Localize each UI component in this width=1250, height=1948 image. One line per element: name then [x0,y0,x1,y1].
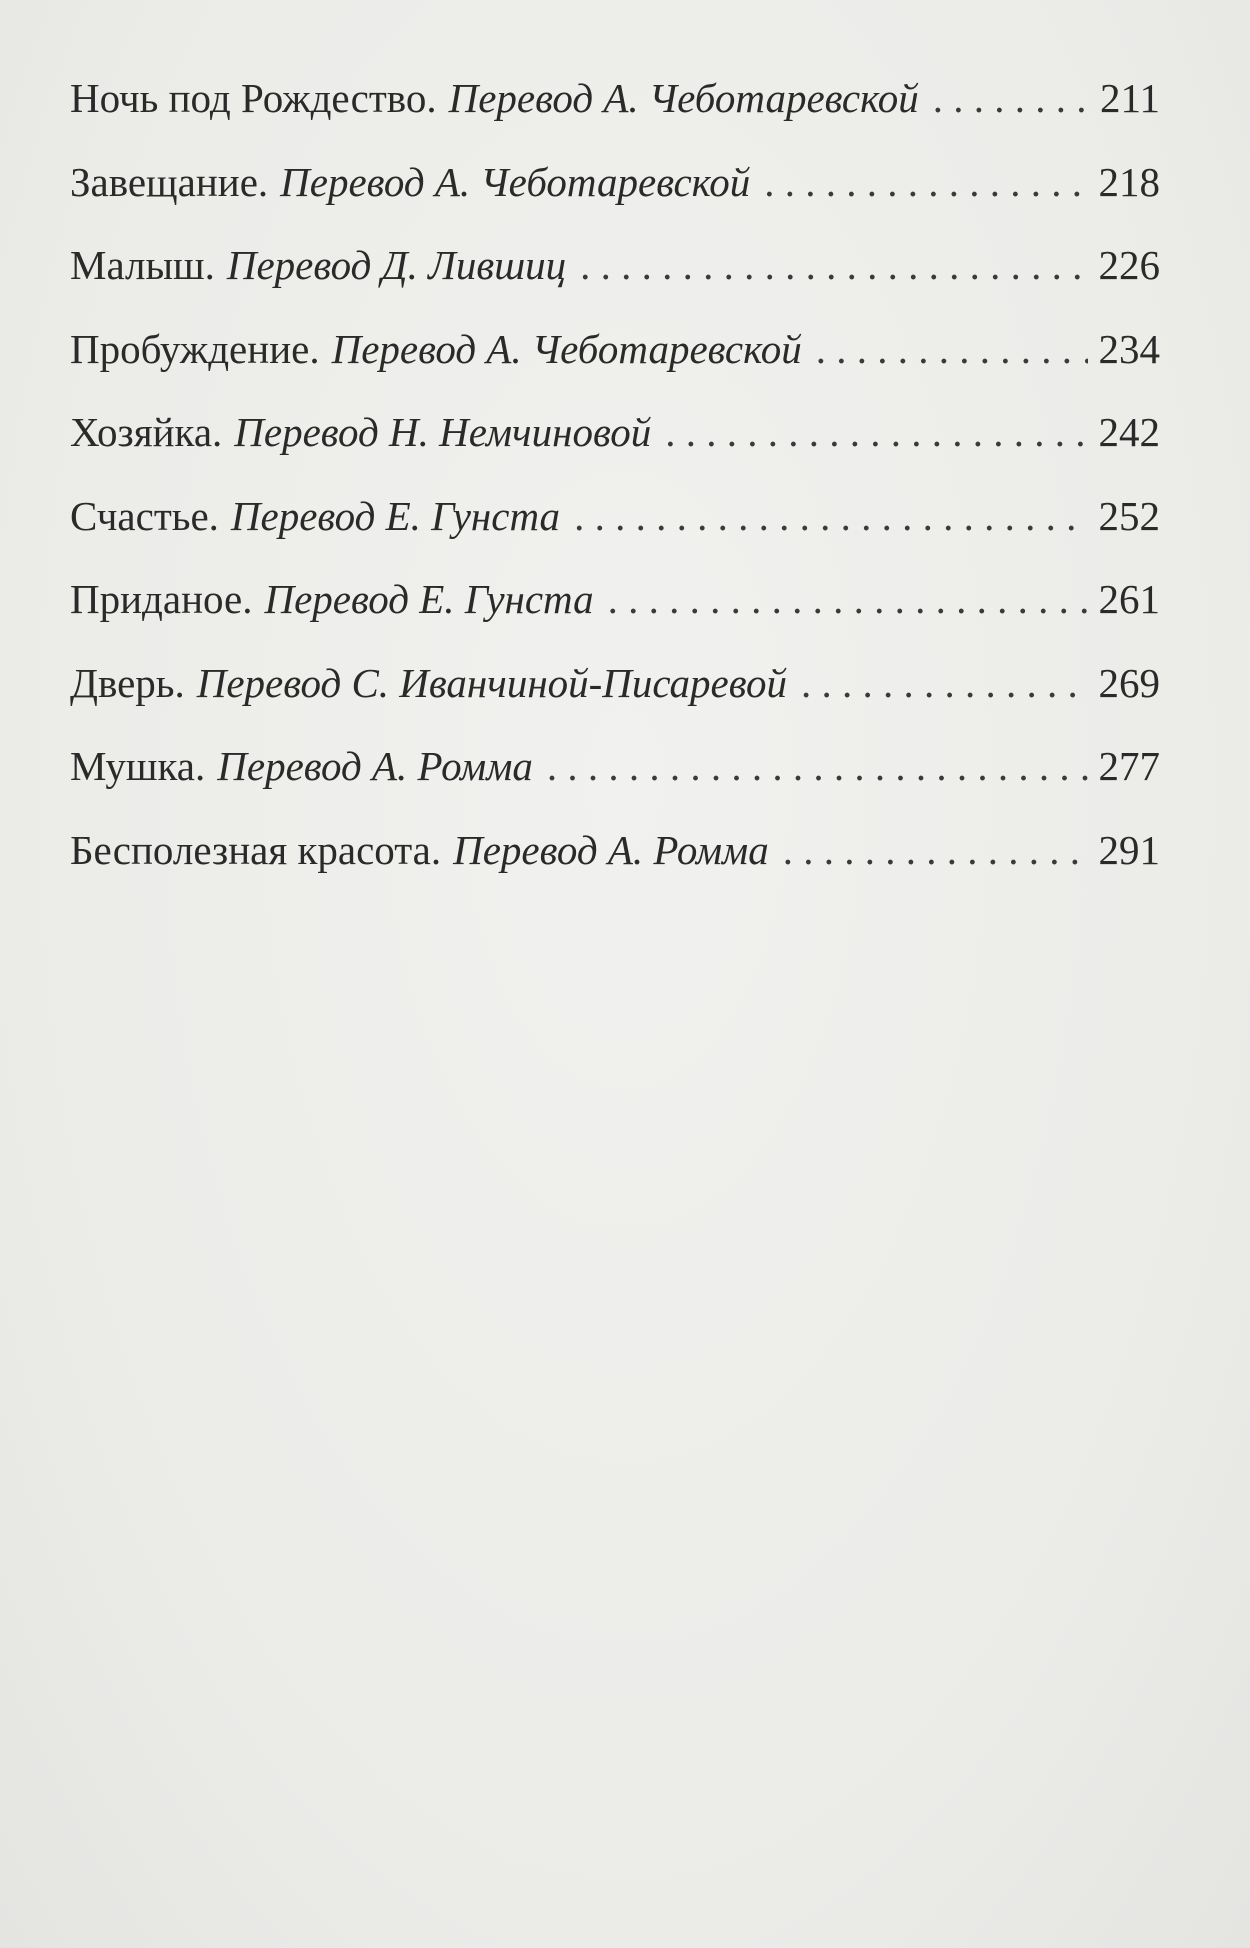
dot-leader [580,245,1088,286]
entry-page-number: 269 [1098,659,1160,706]
dot-leader [665,412,1088,453]
toc-entry [70,576,1160,663]
toc-entry [70,492,1160,580]
toc-entry [70,75,1160,162]
entry-title: Счастье. [70,492,219,539]
entry-page-number: 242 [1098,409,1160,455]
toc-entry [70,826,1160,914]
entry-page-number: 234 [1098,325,1160,372]
entry-page-number: 261 [1098,576,1160,622]
dot-leader [574,496,1088,537]
entry-translator: Перевод А. Чеботаревской [280,158,751,205]
dot-leader [816,329,1088,370]
entry-translator: Перевод Д. Лившиц [226,242,567,288]
toc-entry [70,158,1160,246]
entry-translator: Перевод А. Чеботаревской [331,325,802,372]
table-of-contents [70,75,1160,913]
entry-page-number: 252 [1098,492,1160,539]
toc-entry [70,743,1160,830]
toc-entry [70,409,1160,496]
entry-title: Малыш. [70,242,215,288]
entry-title: Приданое. [70,576,253,622]
dot-leader [783,830,1088,871]
entry-page-number: 291 [1098,826,1160,873]
entry-translator: Перевод Е. Гунста [230,492,561,539]
entry-title: Хозяйка. [70,409,223,455]
dot-leader [608,579,1088,620]
entry-translator: Перевод А. Чеботаревской [448,75,919,121]
entry-title: Бесполезная красота. [70,826,442,873]
entry-page-number: 218 [1098,158,1160,205]
entry-title: Мушка. [70,743,206,789]
toc-entry [70,325,1160,413]
toc-entry [70,242,1160,329]
entry-title: Дверь. [70,659,185,706]
dot-leader [764,162,1088,203]
dot-leader [547,746,1088,787]
toc-entry [70,659,1160,747]
entry-translator: Перевод Н. Немчиновой [234,409,652,455]
entry-page-number: 211 [1100,75,1160,121]
entry-title: Пробуждение. [70,325,320,372]
entry-translator: Перевод С. Иванчиной-Писаревой [196,659,788,706]
entry-translator: Перевод А. Ромма [453,826,769,873]
entry-title: Завещание. [70,158,269,205]
entry-page-number: 226 [1098,242,1160,288]
dot-leader [801,663,1088,704]
entry-translator: Перевод Е. Гунста [264,576,594,622]
entry-translator: Перевод А. Ромма [217,743,533,789]
entry-title: Ночь под Рождество. [70,75,437,121]
dot-leader [933,78,1088,119]
entry-page-number: 277 [1098,743,1160,789]
